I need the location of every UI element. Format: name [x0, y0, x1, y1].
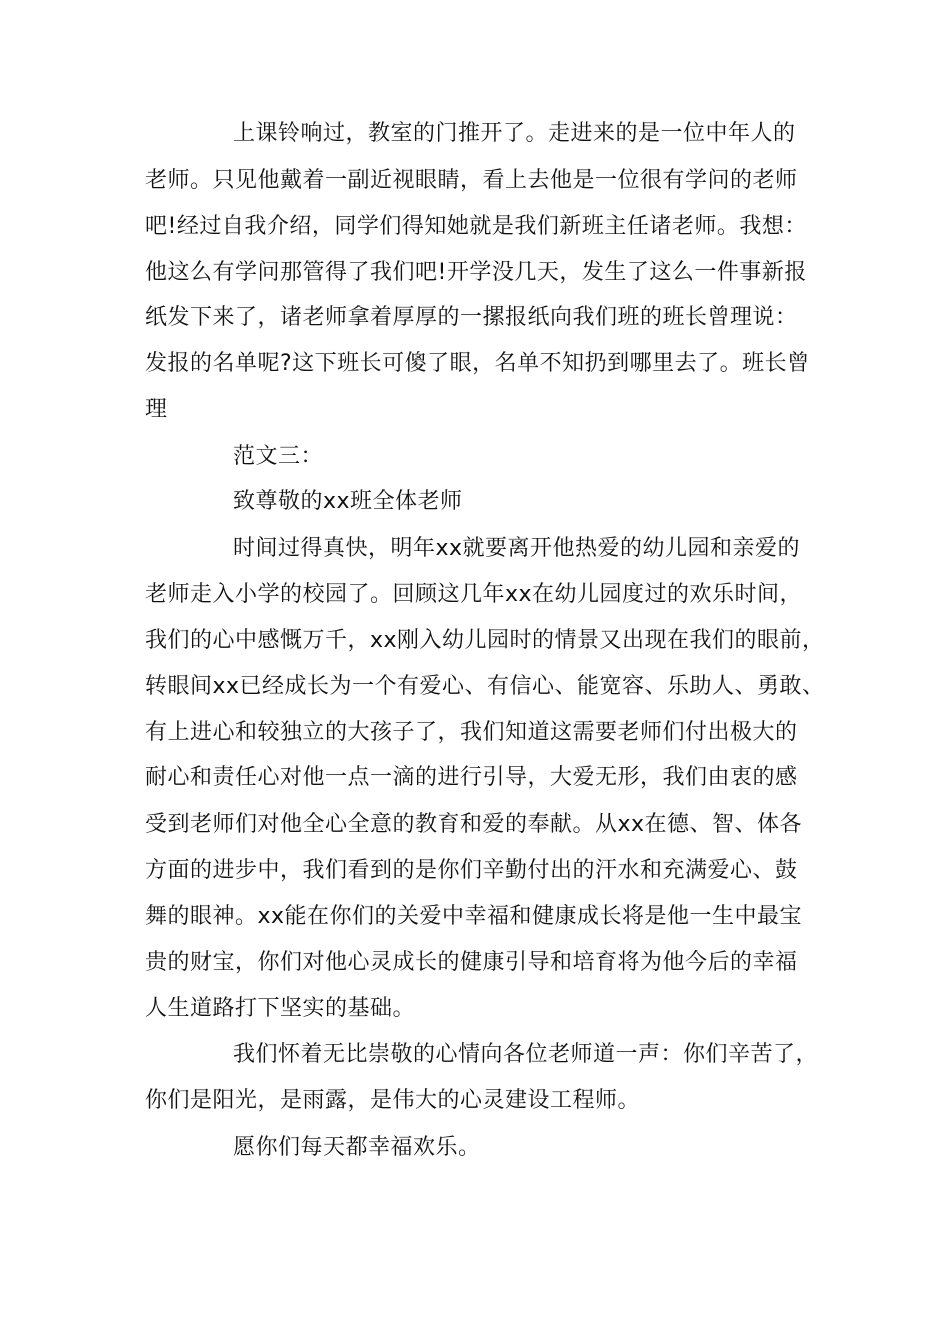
paragraph-line: 我们怀着无比崇敬的心情向各位老师道一声：你们辛苦了， — [233, 1042, 819, 1067]
section-heading: 范文三： — [233, 444, 324, 469]
closing-line: 愿你们每天都幸福欢乐。 — [233, 1135, 481, 1160]
paragraph-line: 理 — [145, 397, 168, 422]
paragraph-line: 你们是阳光，是雨露，是伟大的心灵建设工程师。 — [145, 1088, 641, 1113]
paragraph-line: 人生道路打下坚实的基础。 — [145, 996, 416, 1021]
paragraph-line: 吧!经过自我介绍，同学们得知她就是我们新班主任诸老师。我想： — [145, 214, 807, 239]
paragraph-line: 转眼间xx已经成长为一个有爱心、有信心、能宽容、乐助人、勇敢、 — [145, 674, 825, 699]
paragraph-line: 有上进心和较独立的大孩子了，我们知道这需要老师们付出极大的 — [145, 720, 798, 745]
paragraph-line: 我们的心中感慨万千，xx刚入幼儿园时的情景又出现在我们的眼前， — [145, 628, 825, 653]
paragraph-line: 老师走入小学的校园了。回顾这几年xx在幼儿园度过的欢乐时间， — [145, 582, 803, 607]
paragraph-line: 舞的眼神。xx能在你们的关爱中幸福和健康成长将是他一生中最宝 — [145, 904, 803, 929]
paragraph-line: 发报的名单呢?这下班长可傻了眼，名单不知扔到哪里去了。班长曾 — [145, 351, 810, 376]
paragraph-line: 纸发下来了，诸老师拿着厚厚的一摞报纸向我们班的班长曾理说： — [145, 305, 798, 330]
letter-salutation: 致尊敬的xx班全体老师 — [233, 489, 463, 514]
paragraph-line: 老师。只见他戴着一副近视眼睛，看上去他是一位很有学问的老师 — [145, 168, 798, 193]
paragraph-line: 上课铃响过，教室的门推开了。走进来的是一位中年人的 — [233, 121, 796, 146]
paragraph-line: 贵的财宝，你们对他心灵成长的健康引导和培育将为他今后的幸福 — [145, 950, 798, 975]
paragraph-line: 他这么有学问那管得了我们吧!开学没几天，发生了这么一件事新报 — [145, 260, 807, 285]
paragraph-line: 受到老师们对他全心全意的教育和爱的奉献。从xx在德、智、体各 — [145, 812, 803, 837]
paragraph-line: 耐心和责任心对他一点一滴的进行引导，大爱无形，我们由衷的感 — [145, 765, 798, 790]
paragraph-line: 方面的进步中，我们看到的是你们辛勤付出的汗水和充满爱心、鼓 — [145, 858, 798, 883]
paragraph-line: 时间过得真快，明年xx就要离开他热爱的幼儿园和亲爱的 — [233, 536, 801, 561]
